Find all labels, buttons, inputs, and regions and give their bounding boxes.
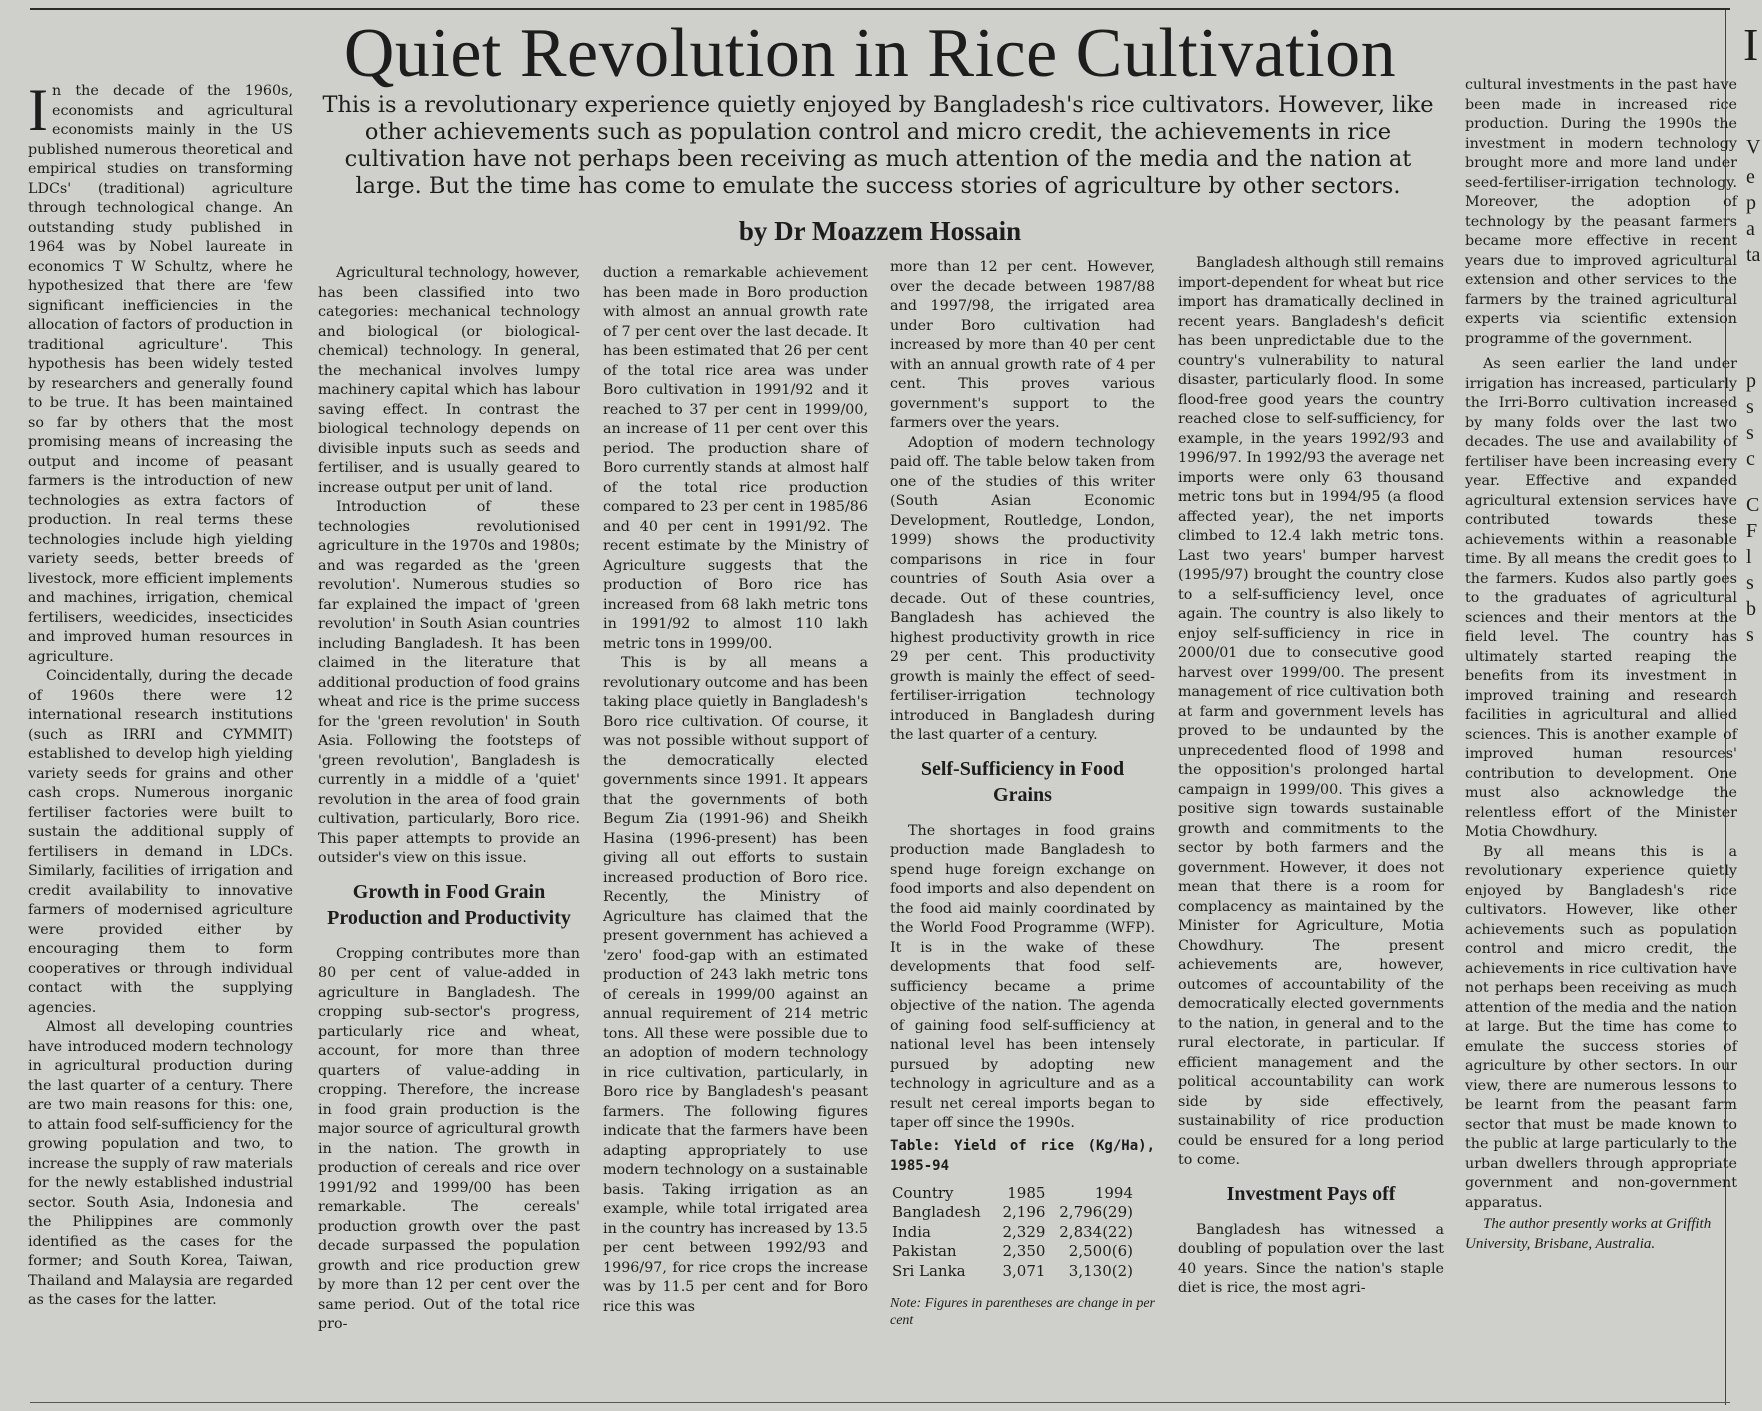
paragraph: This is by all means a revolutionary outcome and has been taking place quietly in Bangladesh's Boro rice cultivation. Of course, it was not possible without support of the democratically elected governments since 1991. It appears that the governments of both Begum Zia (1991-96) and Sheikh Hasina (1996-present) has been giving all out efforts to sustain increased production of Boro rice. Recently, the Ministry of Agriculture has claimed that the present government has achieved a 'zero' food-gap with an estimated production of 243 lakh metric tons of cereals in 1999/00 against an annual requirement of 214 metric tons. All these were possible due to an adoption of modern technology in rice cultivation, particularly, in Boro rice by Bangladesh's peasant farmers. The following figures indicate that the farmers have been adapting appropriately to use modern technology on a sustainable basis. Taking irrigation as an example, while total irrigated area in the country has increased by 13.5 per cent between 1992/93 and 1996/97, for rice crops the increase was by 11.5 per cent and for Boro rice this was — [603, 655, 868, 1315]
table-row — [890, 1262, 1135, 1282]
table-cell: Pakistan — [892, 1242, 957, 1260]
adjacent-letter: p — [1746, 192, 1756, 214]
adjacent-article-cap: I — [1743, 19, 1759, 70]
table-cell: 2,329 — [1002, 1222, 1046, 1241]
table-header-row — [890, 1184, 1135, 1204]
top-rule — [30, 8, 1730, 10]
subheading: Self-Sufficiency in Food Grains — [920, 757, 1125, 806]
table-row — [890, 1223, 1135, 1243]
column-1 — [28, 77, 293, 1311]
adjacent-letter: F — [1746, 520, 1758, 542]
table-cell: 3,130(2) — [1068, 1261, 1133, 1280]
paragraph: Bangladesh has witnessed a doubling of population over the last 40 years. Since the nation's staple diet is rice, the most agri- — [1178, 1221, 1444, 1296]
adjacent-letter: s — [1746, 396, 1754, 418]
table-header: 1994 — [1094, 1183, 1133, 1202]
paragraph: The shortages in food grains production made Bangladesh to spend huge foreign exchange on food imports and also dependent on the food aid mainly coordinated by the World Food Programme (WFP). It is in the wake of these developments that food self-sufficiency became a prime objective of the nation. The agenda of gaining food self-sufficiency at national level has been intensely pursued by adopting new technology in agriculture and as a result net cereal imports began to taper off since the 1990s. — [890, 822, 1155, 1131]
table-cell: 2,196 — [1002, 1203, 1046, 1221]
adjacent-letter: ta — [1746, 244, 1761, 266]
table-header: Country — [892, 1183, 954, 1202]
column-4 — [890, 258, 1155, 1329]
subheading: Growth in Food Grain Production and Productivity — [327, 880, 571, 929]
paragraph: Adoption of modern technology paid off. The table below taken from one of the studies of this writer (South Asian Economic Development, Routledge, London, 1999) shows the productivity comparisons in rice in four countries of South Asia over a decade. Out of these countries, Bangladesh has achieved the highest productivity growth in rice 29 per cent. This productivity growth is mainly the effect of seed-fertiliser-irrigation technology introduced in Bangladesh during the last quarter of a century. — [890, 434, 1155, 743]
table-cell: 2,834(22) — [1059, 1222, 1133, 1241]
subheading: Investment Pays off — [1226, 1182, 1396, 1205]
adjacent-letter: a — [1746, 218, 1755, 240]
paragraph: By all means this is a revolutionary experience quietly enjoyed by Bangladesh's rice cultivators. However, like other achievements such as population control and micro credit, the achievements in rice cultivation have not perhaps been receiving as much attention of the media and the nation at large. But the time has come to emulate the success stories of agriculture by other sectors. In our view, there are numerous lessons to be learnt from the peasant farm sector that must be made known to the public at large particularly to the urban dwellers through appropriate government and non-government apparatus. — [1465, 843, 1737, 1211]
table-cell: 3,071 — [1002, 1261, 1046, 1280]
paragraph: Almost all developing countries have introduced modern technology in agricultural production during the last quarter of a century. There are two main reasons for this: one, to attain food self-sufficiency for the growing population and two, to increase the supply of raw materials for the newly established industrial sector. South Asia, Indonesia and the Philippines are commonly identified as the cases for the former; and South Korea, Taiwan, Thailand and Malaysia are regarded as the cases for the latter. — [28, 1019, 293, 1308]
paragraph: As seen earlier the land under irrigation has increased, particularly the Irri-Borro cultivation increased by many folds over the last two decades. The use and availability of fertiliser have been increasing every year. Effective and expanded agricultural extension services have contributed towards these achievements within a reasonable time. By all means the credit goes to the farmers. Kudos also partly goes to the graduates of agricultural sciences and their mentors at the field level. The country has ultimately started reaping the benefits from its investment in improved training and research facilities in agricultural and allied sciences. This is another example of improved human resources' contribution to development. One must also acknowledge the relentless effort of the Minister Motia Chowdhury. — [1465, 356, 1737, 840]
table-header: 1985 — [1007, 1183, 1046, 1202]
paragraph: cultural investments in the past have been made in increased rice production. During the 1990s the investment in modern technology brought more and more land under seed-fertiliser-irrigation technology. Moreover, the adoption of technology by the peasant farmers became more effective in recent years due to improved agricultural extension and other services to the farmers by the trained agricultural experts via scientific extension programme of the government. — [1465, 77, 1737, 347]
adjacent-letter: s — [1746, 422, 1754, 444]
drop-cap: I — [28, 77, 48, 143]
table-cell: Bangladesh — [892, 1203, 981, 1221]
adjacent-letter: l — [1746, 546, 1752, 568]
column-5 — [1178, 254, 1444, 1299]
paragraph: Coincidentally, during the decade of 1960s there were 12 international research institutions (such as IRRI and CYMMIT) established to develop high yielding variety seeds for grains and other cash crops. Numerous inorganic fertiliser factories were built to sustain the additional supply of fertilisers in demand in LDCs. Similarly, facilities of irrigation and credit availability to innovative farmers of modernised agriculture were provided either by encouraging them to form cooperatives or through individual contact with the supplying agencies. — [28, 668, 293, 1016]
column-6 — [1465, 76, 1737, 1254]
column-2 — [318, 264, 580, 1335]
adjacent-letter: V — [1746, 136, 1761, 158]
author-credit: The author presently works at Griffith University, Brisbane, Australia. — [1465, 1216, 1712, 1252]
table-cell: 2,500(6) — [1068, 1242, 1133, 1260]
paragraph: Bangladesh although still remains import-dependent for wheat but rice import has dramatically declined in recent years. Bangladesh's deficit has been unpredictable due to the country's vulnerability to natural disaster, particularly flood. In some flood-free good years the country reached close to self-sufficiency, for example, in the years 1992/93 and 1996/97. In 1992/93 the average net imports were only 63 thousand metric tons but in 1994/95 (a flood affected year), the net imports climbed to 12.4 lakh metric tons. Last two years' bumper harvest (1995/97) brought the country close to a self-sufficiency level, once again. The country is also likely to enjoy self-sufficiency in rice in 2000/01 due to consecutive good harvest over 1999/00. The present management of rice cultivation both at farm and government levels has proved to be undaunted by the unprecedented flood of 1998 and the opposition's prolonged hartal campaign in 1999/00. This gives a positive sign towards sustainable growth and commitments to the sector by both farmers and the government. However, it does not mean that there is a room for complacency as maintained by the Minister for Agriculture, Motia Chowdhury. The present achievements are, however, outcomes of accountability of the democratically elected governments to the nation, in general and to the rural electorate, in particular. If efficient management and the political accountability can work side by side effectively, sustainability of rice production could be ensured for a long period to come. — [1178, 255, 1444, 1168]
paragraph: In the decade of the 1960s, economists and agricultural economists mainly in the US published numerous theoretical and empirical studies on transforming LDCs' (traditional) agriculture through technological change. An outstanding study published in 1964 was by Nobel laureate in economics T W Schultz, where he hypothesized that there are 'few significant inefficiencies in the allocation of factors of production in traditional agriculture'. This hypothesis has been widely tested by researchers and generally found to be true. It has been maintained so far by others that the most promising means of increasing the output and income of peasant farmers is the introduction of new technologies as extra factors of production. In real terms these technologies include high yielding variety seeds, better breeds of livestock, more efficient implements and machines, irrigation, chemical fertilisers, weedicides, insecticides and improved human resources in agriculture. — [28, 77, 293, 665]
headline: Quiet Revolution in Rice Cultivation — [343, 15, 1397, 92]
paragraph: Agricultural technology, however, has been classified into two categories: mechanical technology and biological (or biological-chemical) technology. In general, the mechanical involves lumpy machinery capital which has labour saving effect. In contrast the biological technology depends on divisible inputs such as seeds and fertiliser, and is usually geared to increase output per unit of land. — [318, 265, 580, 496]
paragraph: duction a remarkable achievement has been made in Boro production with almost an annual growth rate of 7 per cent over the last decade. It has been estimated that 26 per cent of the total rice area was under Boro cultivation in 1991/92 and it reached to 37 per cent in 1999/00, an increase of 11 per cent over this period. The production share of Boro currently stands at almost half of the total rice production compared to 23 per cent in 1985/86 and 40 per cent in 1991/92. The recent estimate by the Ministry of Agriculture suggests that the production of Boro rice has increased from 68 lakh metric tons in 1991/92 to almost 110 lakh metric tons in 1999/00. — [603, 265, 868, 652]
adjacent-letter: c — [1746, 448, 1755, 470]
bottom-rule — [30, 1402, 1730, 1403]
adjacent-letter: s — [1746, 572, 1754, 594]
adjacent-letter: b — [1746, 598, 1756, 620]
byline: by Dr Moazzem Hossain — [738, 216, 1022, 246]
table-cell: 2,796(29) — [1059, 1203, 1133, 1221]
paragraph: Introduction of these technologies revolutionised agriculture in the 1970s and 1980s; and was regarded as the 'green revolution'. Numerous studies so far explained the impact of 'green revolution' in South Asian countries including Bangladesh. It has been claimed in the literature that additional production of food grains wheat and rice is the prime success for the 'green revolution' in South Asia. Following the footsteps of 'green revolution', Bangladesh is currently in a middle of a 'quiet' revolution in the area of food grain cultivation, particularly, Boro rice. This paper attempts to provide an outsider's view on this issue. — [318, 499, 580, 866]
table-row — [890, 1242, 1135, 1262]
paragraph: more than 12 per cent. However, over the decade between 1987/88 and 1997/98, the irrigated area under Boro cultivation had increased by more than 40 per cent with an annual growth rate of 4 per cent. This proves various government's support to the farmers over the years. — [890, 259, 1155, 431]
yield-table — [890, 1184, 1135, 1282]
table-cell: 2,350 — [1002, 1242, 1046, 1260]
table-cell: India — [892, 1222, 931, 1241]
table-cell: Sri Lanka — [892, 1261, 966, 1280]
adjacent-letter: e — [1746, 166, 1755, 188]
column-3 — [603, 264, 868, 1317]
adjacent-letter: p — [1746, 370, 1756, 392]
adjacent-letter: C — [1746, 494, 1760, 516]
table-note: Note: Figures in parentheses are change in per cent — [890, 1296, 1155, 1328]
adjacent-letter: s — [1746, 624, 1754, 646]
paragraph: Cropping contributes more than 80 per cent of value-added in agriculture in Bangladesh. The cropping sub-sector's progress, particularly rice and wheat, account, for more than three quarters of value-adding in cropping. Therefore, the increase in food grain production is the major source of agricultural growth in the nation. The growth in production of cereals and rice over 1991/92 and 1999/00 has been remarkable. The cereals' production growth over the past decade surpassed the population growth and rice production grew by more than 12 per cent over the same period. Out of the total rice pro- — [318, 945, 580, 1332]
table-row — [890, 1203, 1135, 1223]
table-title: Table: Yield of rice (Kg/Ha), 1985-94 — [890, 1137, 1155, 1174]
deck-summary: This is a revolutionary experience quietly enjoyed by Bangladesh's rice cultivators. However, like other achievements such as population control and micro credit, the achievements in rice cultivation have not perhaps been receiving as much attention of the media and the nation at large. But the time has come to emulate the success stories of agriculture by other sectors. — [322, 92, 1434, 199]
